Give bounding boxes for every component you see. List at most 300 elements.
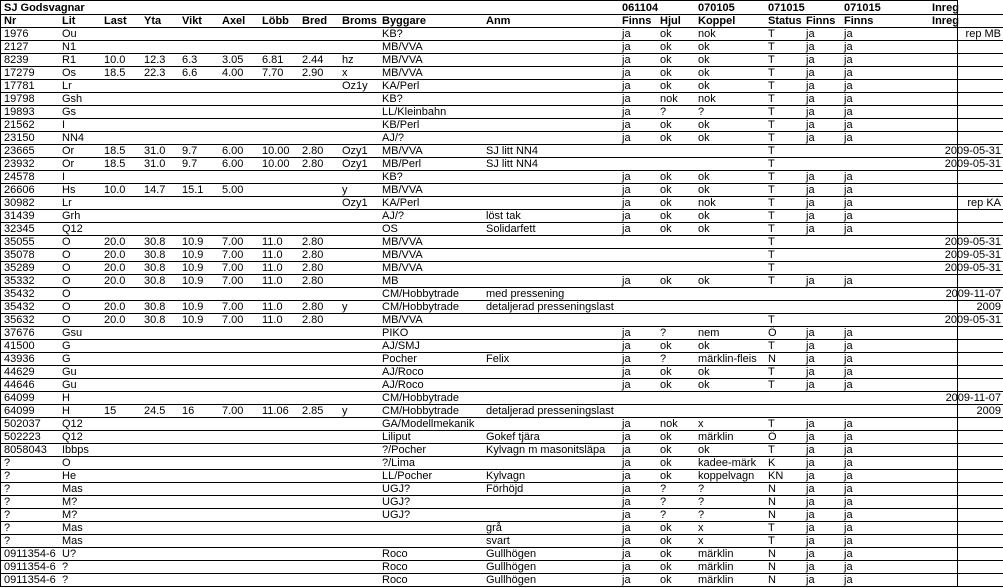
table-cell: T [765,443,803,456]
table-cell: 2009 [929,300,1003,313]
table-cell: T [765,378,803,391]
table-row [1,508,1003,521]
table-cell [299,339,339,352]
table-cell: KB? [379,170,483,183]
table-cell: Grh [59,209,101,222]
table-cell: CM/Hobbytrade [379,287,483,300]
table-cell [299,495,339,508]
table-cell [339,443,379,456]
table-cell [219,326,259,339]
table-cell [141,92,179,105]
table-cell [299,573,339,586]
table-cell [483,131,619,144]
table-cell [929,53,1003,66]
table-row [1,378,1003,391]
table-cell: 6.6 [179,66,219,79]
table-cell: I [59,118,101,131]
table-cell: 6.00 [219,144,259,157]
table-cell [803,261,841,274]
table-cell [299,92,339,105]
table-cell [929,92,1003,105]
table-cell: 20.0 [101,261,141,274]
table-cell: 8058043 [1,443,59,456]
table-cell [929,378,1003,391]
table-cell: ok [695,209,765,222]
table-cell: 44629 [1,365,59,378]
table-cell [483,105,619,118]
table-cell [179,482,219,495]
table-cell: detaljerad presseningslast [483,300,619,313]
table-cell [339,105,379,118]
table-cell: 7.00 [219,404,259,417]
column-header-row [1,14,1003,27]
table-cell: 2.80 [299,157,339,170]
table-cell: 35332 [1,274,59,287]
table-cell: N [765,352,803,365]
table-cell: ja [841,79,929,92]
table-cell: 19798 [1,92,59,105]
table-cell [695,261,765,274]
table-cell [141,118,179,131]
table-cell [219,378,259,391]
table-cell: T [765,521,803,534]
table-cell [259,573,299,586]
table-cell: 6.81 [259,53,299,66]
table-cell: R1 [59,53,101,66]
table-cell [299,547,339,560]
table-cell [219,521,259,534]
table-cell [339,209,379,222]
table-cell: ? [657,326,695,339]
table-cell [259,378,299,391]
table-cell: OS [379,222,483,235]
table-cell: Os [59,66,101,79]
table-cell [483,313,619,326]
table-cell: SJ litt NN4 [483,144,619,157]
table-cell: ok [695,339,765,352]
table-cell: ja [803,66,841,79]
table-cell: U? [59,547,101,560]
table-cell: ok [695,378,765,391]
table-cell: ja [619,105,657,118]
table-cell: ok [657,534,695,547]
table-cell: 43936 [1,352,59,365]
table-cell: KB/Perl [379,118,483,131]
table-cell: ja [841,27,929,40]
table-cell [219,196,259,209]
table-cell [803,157,841,170]
table-cell: ja [803,430,841,443]
table-cell [141,287,179,300]
table-cell [339,326,379,339]
table-cell: ja [841,547,929,560]
table-cell: x [695,521,765,534]
table-cell [141,417,179,430]
table-row [1,92,1003,105]
table-cell: 3.05 [219,53,259,66]
table-cell: ? [657,495,695,508]
table-cell: 2009-11-07 [929,287,1003,300]
table-cell [219,482,259,495]
table-cell: 12.3 [141,53,179,66]
table-cell [101,469,141,482]
table-cell: ? [657,508,695,521]
table-cell: Mas [59,534,101,547]
table-cell [101,430,141,443]
table-row [1,209,1003,222]
table-cell [259,118,299,131]
table-cell: ja [841,339,929,352]
table-cell: ja [619,183,657,196]
table-cell: ja [619,378,657,391]
table-cell [299,352,339,365]
table-cell: Gsu [59,326,101,339]
table-cell [179,521,219,534]
table-cell [299,443,339,456]
table-cell: ja [619,131,657,144]
table-cell: 14.7 [141,183,179,196]
table-cell: ja [803,92,841,105]
table-cell [619,287,657,300]
table-cell: 2.44 [299,53,339,66]
table-cell: 35632 [1,313,59,326]
table-cell [929,222,1003,235]
table-cell [299,560,339,573]
table-cell: ja [619,547,657,560]
table-cell: PIKO [379,326,483,339]
table-cell: T [765,27,803,40]
table-cell: Pocher [379,352,483,365]
table-cell [929,547,1003,560]
table-cell [141,534,179,547]
table-cell [219,560,259,573]
table-cell: AJ/Roco [379,365,483,378]
table-cell [483,27,619,40]
table-cell [299,326,339,339]
table-cell [259,40,299,53]
table-cell: MB/VVA [379,53,483,66]
table-cell [619,235,657,248]
table-cell: ok [695,131,765,144]
table-cell [929,79,1003,92]
table-cell: 31.0 [141,144,179,157]
table-cell [619,157,657,170]
table-cell [299,482,339,495]
table-cell: x [695,417,765,430]
table-cell [695,287,765,300]
table-cell [101,378,141,391]
table-cell [101,417,141,430]
table-cell: N1 [59,40,101,53]
table-cell [483,261,619,274]
table-cell: ja [619,521,657,534]
table-cell [841,287,929,300]
table-cell [101,326,141,339]
table-cell: ja [619,326,657,339]
table-cell: ja [841,53,929,66]
table-cell [141,560,179,573]
table-cell: ok [695,222,765,235]
table-cell [141,469,179,482]
table-cell: Roco [379,573,483,586]
table-row [1,157,1003,170]
table-cell [339,131,379,144]
table-cell: Gokef tjära [483,430,619,443]
table-cell: ja [841,40,929,53]
table-cell [101,352,141,365]
table-cell: T [765,118,803,131]
table-cell [765,287,803,300]
table-cell: Gu [59,378,101,391]
table-cell [141,170,179,183]
table-cell [101,105,141,118]
table-row [1,235,1003,248]
table-cell: 11.0 [259,313,299,326]
table-row [1,534,1003,547]
table-cell: Gullhögen [483,547,619,560]
table-cell: löst tak [483,209,619,222]
table-cell: ok [657,573,695,586]
table-cell: Roco [379,547,483,560]
table-cell [219,79,259,92]
table-cell: ok [657,40,695,53]
column-header: Lit [59,14,101,27]
table-cell: ja [841,495,929,508]
table-cell: N [765,482,803,495]
table-cell: 32345 [1,222,59,235]
table-cell [259,456,299,469]
table-cell [101,482,141,495]
table-cell: ja [803,79,841,92]
table-cell: ok [657,27,695,40]
table-cell: 10.0 [101,53,141,66]
table-cell: ja [841,170,929,183]
table-cell: ja [803,183,841,196]
table-cell: MB/VVA [379,313,483,326]
table-cell [101,79,141,92]
table-cell: ok [657,274,695,287]
table-cell: 2127 [1,40,59,53]
table-cell [929,495,1003,508]
table-cell: ja [841,443,929,456]
table-cell: ? [1,469,59,482]
table-cell: 5.00 [219,183,259,196]
table-cell: 20.0 [101,248,141,261]
table-cell [841,404,929,417]
table-cell [179,170,219,183]
table-cell: ja [841,417,929,430]
table-cell [259,365,299,378]
table-cell: ja [841,508,929,521]
table-cell: 35432 [1,300,59,313]
table-cell [179,391,219,404]
table-row [1,66,1003,79]
column-header: Last [101,14,141,27]
table-cell: 10.9 [179,261,219,274]
table-cell [929,508,1003,521]
table-cell: Gu [59,365,101,378]
table-cell [929,118,1003,131]
table-cell: med pressening [483,287,619,300]
table-cell [219,534,259,547]
table-cell [219,40,259,53]
table-cell [101,222,141,235]
table-row [1,339,1003,352]
table-cell: 7.00 [219,235,259,248]
table-cell: 35055 [1,235,59,248]
table-cell: ja [841,534,929,547]
table-cell: T [765,105,803,118]
table-cell [841,313,929,326]
table-cell: ok [657,560,695,573]
table-cell: ja [619,482,657,495]
table-cell: 4.00 [219,66,259,79]
table-cell: ? [1,456,59,469]
table-cell [219,287,259,300]
table-cell: ja [803,118,841,131]
table-cell: ok [657,170,695,183]
table-cell: T [765,417,803,430]
table-cell [179,105,219,118]
table-cell [483,183,619,196]
table-cell [101,521,141,534]
table-cell [101,534,141,547]
table-cell: ok [695,118,765,131]
table-cell: KN [765,469,803,482]
table-cell: 2.80 [299,248,339,261]
table-cell: y [339,404,379,417]
table-cell: ok [695,66,765,79]
table-cell: ok [695,183,765,196]
table-cell [299,508,339,521]
table-cell: ok [695,274,765,287]
table-cell [339,495,379,508]
table-cell: ok [695,40,765,53]
table-cell [141,430,179,443]
table-cell: 0911354-6 [1,560,59,573]
table-cell: 1976 [1,27,59,40]
column-header: Hjul [657,14,695,27]
table-cell: ja [841,469,929,482]
table-row [1,131,1003,144]
table-cell: ja [619,430,657,443]
table-cell: KB? [379,27,483,40]
table-cell [141,326,179,339]
table-cell [299,40,339,53]
table-cell: 30.8 [141,235,179,248]
table-cell [259,131,299,144]
table-cell: 2009-05-31 [929,313,1003,326]
table-cell: Gullhögen [483,560,619,573]
table-cell [339,170,379,183]
table-cell [141,495,179,508]
table-cell: 10.00 [259,144,299,157]
table-cell [695,391,765,404]
table-row [1,170,1003,183]
table-cell: CM/Hobbytrade [379,404,483,417]
table-cell: 24578 [1,170,59,183]
table-cell: 19893 [1,105,59,118]
table-cell [219,131,259,144]
table-cell [299,222,339,235]
table-cell: nok [695,196,765,209]
table-cell [619,261,657,274]
table-cell: 21562 [1,118,59,131]
table-cell: 10.9 [179,248,219,261]
table-cell [179,118,219,131]
table-cell [339,469,379,482]
table-cell: märklin [695,560,765,573]
table-cell: Solidarfett [483,222,619,235]
table-cell [841,300,929,313]
table-cell [299,287,339,300]
table-cell: T [765,66,803,79]
table-cell: detaljerad presseningslast [483,404,619,417]
table-cell [259,352,299,365]
table-cell: ja [619,508,657,521]
table-cell [483,40,619,53]
table-cell: nok [695,27,765,40]
table-cell: ja [841,573,929,586]
table-cell [259,209,299,222]
table-cell [929,66,1003,79]
table-cell: Ozy1 [339,196,379,209]
table-cell [141,339,179,352]
table-cell [141,40,179,53]
wagon-table [1,1,1003,587]
table-cell [259,547,299,560]
date-header-5: Inreg [929,1,1003,14]
table-cell: KA/Perl [379,79,483,92]
table-cell: ? [695,508,765,521]
table-cell [483,196,619,209]
table-cell [695,313,765,326]
table-cell: 2.80 [299,300,339,313]
table-cell: Kylvagn m masonitsläpa [483,443,619,456]
table-cell: ok [657,469,695,482]
table-cell: ja [841,430,929,443]
table-cell: T [765,183,803,196]
table-cell: Q12 [59,430,101,443]
table-cell [219,365,259,378]
table-cell: ja [841,105,929,118]
table-cell [929,365,1003,378]
table-cell [259,430,299,443]
table-cell: 10.9 [179,274,219,287]
table-cell [219,430,259,443]
table-cell: I [59,170,101,183]
table-cell: T [765,92,803,105]
table-cell: 35078 [1,248,59,261]
table-cell: ok [657,430,695,443]
table-cell: ?/Pocher [379,443,483,456]
table-cell: 10.00 [259,157,299,170]
table-cell [339,534,379,547]
table-cell: Or [59,144,101,157]
table-cell: ok [657,53,695,66]
table-cell: 11.0 [259,300,299,313]
table-cell: ja [619,352,657,365]
table-cell: ja [619,222,657,235]
table-cell: N [765,495,803,508]
table-cell [179,27,219,40]
table-cell: T [765,53,803,66]
table-cell [101,560,141,573]
table-cell: MB/VVA [379,235,483,248]
table-cell: N [765,560,803,573]
table-cell: Ö [765,430,803,443]
table-cell [179,339,219,352]
